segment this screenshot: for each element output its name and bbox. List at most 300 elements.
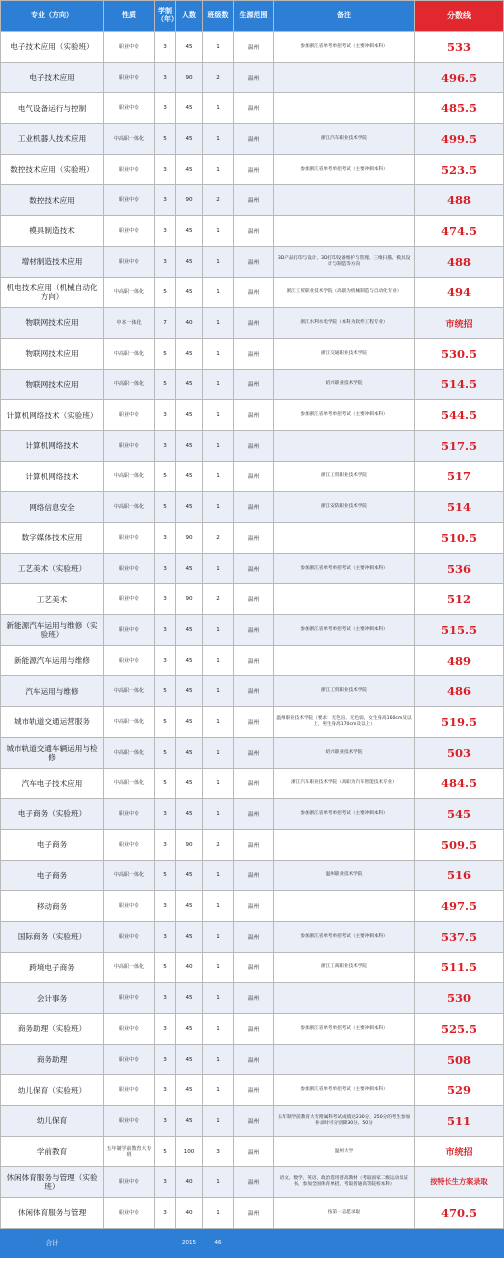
cell-nature: 职业中专	[104, 615, 155, 646]
cell-notes: 参加浙江省单考单招考试（主要冲刺本科）	[274, 1014, 415, 1045]
cell-region: 温州	[234, 1075, 274, 1106]
footer-total-count: 2015	[176, 1228, 203, 1257]
cell-major: 电子商务	[1, 860, 104, 891]
cell-classes: 2	[203, 185, 234, 216]
cell-notes	[274, 523, 415, 554]
cell-score: 523.5	[415, 154, 504, 185]
cell-nature: 职业中专	[104, 216, 155, 247]
cell-notes: 浙江水利水电学院（本科为软件工程专业）	[274, 308, 415, 339]
cell-region: 温州	[234, 369, 274, 400]
cell-score: 509.5	[415, 829, 504, 860]
cell-major: 电子商务	[1, 829, 104, 860]
cell-nature: 职业中专	[104, 553, 155, 584]
cell-nature: 中高职一体化	[104, 338, 155, 369]
cell-region: 温州	[234, 216, 274, 247]
table-row	[1, 1044, 504, 1075]
cell-classes: 2	[203, 523, 234, 554]
cell-years: 3	[155, 645, 176, 676]
cell-years: 3	[155, 216, 176, 247]
cell-count: 90	[176, 62, 203, 93]
footer-empty-cell	[234, 1228, 274, 1257]
cell-count: 40	[176, 952, 203, 983]
cell-classes: 1	[203, 737, 234, 768]
cell-region: 温州	[234, 492, 274, 523]
cell-nature: 中高职一体化	[104, 461, 155, 492]
cell-classes: 1	[203, 216, 234, 247]
cell-classes: 1	[203, 492, 234, 523]
cell-classes: 1	[203, 799, 234, 830]
cell-notes: 浙江交通职业技术学院	[274, 338, 415, 369]
cell-nature: 中高职一体化	[104, 768, 155, 799]
cell-years: 7	[155, 308, 176, 339]
cell-count: 45	[176, 400, 203, 431]
cell-major: 城市轨道交通车辆运用与检修	[1, 737, 104, 768]
cell-score: 489	[415, 645, 504, 676]
cell-major: 会计事务	[1, 983, 104, 1014]
cell-years: 3	[155, 246, 176, 277]
cell-classes: 1	[203, 645, 234, 676]
cell-notes: 浙江汽车职业技术学院	[274, 124, 415, 155]
cell-count: 45	[176, 983, 203, 1014]
cell-years: 5	[155, 768, 176, 799]
cell-region: 温州	[234, 645, 274, 676]
cell-notes: 浙江工贸职业技术学院	[274, 676, 415, 707]
table-row	[1, 645, 504, 676]
cell-years: 3	[155, 1106, 176, 1137]
header-notes: 备注	[274, 1, 415, 32]
cell-classes: 1	[203, 891, 234, 922]
table-row	[1, 553, 504, 584]
cell-region: 温州	[234, 400, 274, 431]
cell-nature: 职业中专	[104, 983, 155, 1014]
cell-classes: 1	[203, 1106, 234, 1137]
cell-years: 5	[155, 707, 176, 738]
cell-count: 45	[176, 707, 203, 738]
cell-major: 汽车电子技术应用	[1, 768, 104, 799]
cell-score: 503	[415, 737, 504, 768]
cell-nature: 中高职一体化	[104, 492, 155, 523]
cell-region: 温州	[234, 1044, 274, 1075]
cell-years: 3	[155, 921, 176, 952]
cell-count: 40	[176, 1198, 203, 1229]
cell-notes: 绍兴职业技术学院	[274, 737, 415, 768]
cell-region: 温州	[234, 124, 274, 155]
cell-years: 3	[155, 185, 176, 216]
cell-nature: 中高职一体化	[104, 707, 155, 738]
cell-region: 温州	[234, 1198, 274, 1229]
cell-years: 5	[155, 952, 176, 983]
cell-classes: 1	[203, 277, 234, 308]
cell-years: 5	[155, 1136, 176, 1167]
footer-label: 合计	[1, 1228, 104, 1257]
header-count: 人数	[176, 1, 203, 32]
cell-years: 5	[155, 277, 176, 308]
cell-score: 516	[415, 860, 504, 891]
cell-major: 物联网技术应用	[1, 369, 104, 400]
table-row	[1, 62, 504, 93]
cell-major: 物联网技术应用	[1, 338, 104, 369]
cell-region: 温州	[234, 799, 274, 830]
table-row	[1, 615, 504, 646]
cell-notes: 浙江安防职业技术学院	[274, 492, 415, 523]
cell-region: 温州	[234, 983, 274, 1014]
cell-major: 休闲体育服务与管理	[1, 1198, 104, 1229]
cell-count: 45	[176, 246, 203, 277]
cell-notes: 参加浙江省单考单招考试（主要冲刺本科）	[274, 32, 415, 63]
cell-nature: 职业中专	[104, 32, 155, 63]
cell-region: 温州	[234, 737, 274, 768]
cell-major: 电气设备运行与控制	[1, 93, 104, 124]
cell-classes: 3	[203, 1136, 234, 1167]
cell-classes: 1	[203, 308, 234, 339]
cell-region: 温州	[234, 952, 274, 983]
cell-years: 3	[155, 1075, 176, 1106]
cell-years: 3	[155, 983, 176, 1014]
cell-count: 90	[176, 185, 203, 216]
cell-years: 3	[155, 829, 176, 860]
cell-notes: 3D产品打印与设计、3D打印设备维护与管理、三维扫描、模具设计与制造等方向	[274, 246, 415, 277]
cell-score: 496.5	[415, 62, 504, 93]
cell-years: 3	[155, 1044, 176, 1075]
cell-major: 移动商务	[1, 891, 104, 922]
cell-years: 3	[155, 400, 176, 431]
cell-notes: 五年制学前教育大专附属科考试成绩达230分，250分的考生参加补录时可分别降30分、50分	[274, 1106, 415, 1137]
cell-notes: 语文、数学、英语、政治选用普高教材（考取国家二级运动员证书，参加全国体育单招，考取普通高等院校本科）	[274, 1167, 415, 1198]
cell-score: 494	[415, 277, 504, 308]
cell-score: 529	[415, 1075, 504, 1106]
footer-empty-cell	[274, 1228, 415, 1257]
cell-notes: 温州职业技术学院（要求：无色盲、无色弱，女生身高160cm及以上，男生身高170cm及以上）	[274, 707, 415, 738]
cell-region: 温州	[234, 615, 274, 646]
cell-notes	[274, 584, 415, 615]
cell-score: 484.5	[415, 768, 504, 799]
cell-region: 温州	[234, 308, 274, 339]
table-row	[1, 707, 504, 738]
cell-classes: 1	[203, 615, 234, 646]
cell-major: 数控技术应用	[1, 185, 104, 216]
cell-nature: 中高职一体化	[104, 737, 155, 768]
cell-major: 计算机网络技术	[1, 461, 104, 492]
cell-score: 474.5	[415, 216, 504, 247]
cell-score: 488	[415, 185, 504, 216]
cell-major: 增材制造技术应用	[1, 246, 104, 277]
cell-classes: 1	[203, 369, 234, 400]
cell-classes: 2	[203, 584, 234, 615]
cell-major: 工艺美术	[1, 584, 104, 615]
cell-notes: 浙江汽车职业技术学院（高职为汽车智能技术专业）	[274, 768, 415, 799]
cell-major: 数字媒体技术应用	[1, 523, 104, 554]
cell-region: 温州	[234, 553, 274, 584]
cell-count: 90	[176, 829, 203, 860]
cell-nature: 职业中专	[104, 430, 155, 461]
cell-count: 45	[176, 93, 203, 124]
table-row	[1, 829, 504, 860]
cell-major: 商务助理	[1, 1044, 104, 1075]
table-row	[1, 32, 504, 63]
table-footer	[1, 1228, 504, 1257]
cell-notes: 浙江工商职业技术学院	[274, 952, 415, 983]
cell-major: 计算机网络技术	[1, 430, 104, 461]
cell-major: 城市轨道交通运营服务	[1, 707, 104, 738]
cell-region: 温州	[234, 891, 274, 922]
cell-nature: 中高职一体化	[104, 369, 155, 400]
cell-score: 530	[415, 983, 504, 1014]
cell-classes: 1	[203, 676, 234, 707]
cell-years: 5	[155, 338, 176, 369]
cell-count: 45	[176, 154, 203, 185]
cell-score: 497.5	[415, 891, 504, 922]
cell-years: 3	[155, 62, 176, 93]
cell-region: 温州	[234, 860, 274, 891]
cell-classes: 2	[203, 62, 234, 93]
table-row	[1, 338, 504, 369]
cell-score: 525.5	[415, 1014, 504, 1045]
cell-score: 536	[415, 553, 504, 584]
cell-score: 517	[415, 461, 504, 492]
table-row	[1, 430, 504, 461]
cell-major: 幼儿保育（实验班）	[1, 1075, 104, 1106]
cell-count: 45	[176, 338, 203, 369]
cell-region: 温州	[234, 1136, 274, 1167]
cell-major: 网络信息安全	[1, 492, 104, 523]
cell-nature: 中高职一体化	[104, 676, 155, 707]
cell-score: 519.5	[415, 707, 504, 738]
cell-classes: 1	[203, 400, 234, 431]
cell-major: 新能源汽车运用与维修	[1, 645, 104, 676]
cell-nature: 中高职一体化	[104, 124, 155, 155]
cell-notes: 参加浙江省单考单招考试（主要冲刺本科）	[274, 553, 415, 584]
cell-major: 计算机网络技术（实验班）	[1, 400, 104, 431]
cell-years: 3	[155, 1014, 176, 1045]
cell-years: 3	[155, 584, 176, 615]
cell-nature: 中本一体化	[104, 308, 155, 339]
cell-score: 537.5	[415, 921, 504, 952]
cell-notes	[274, 983, 415, 1014]
cell-years: 5	[155, 369, 176, 400]
table-row	[1, 492, 504, 523]
cell-count: 45	[176, 1106, 203, 1137]
cell-nature: 职业中专	[104, 93, 155, 124]
cell-count: 90	[176, 523, 203, 554]
cell-notes: 按第一志愿录取	[274, 1198, 415, 1229]
cell-nature: 职业中专	[104, 799, 155, 830]
cell-score: 499.5	[415, 124, 504, 155]
cell-classes: 1	[203, 921, 234, 952]
cell-notes	[274, 430, 415, 461]
cell-count: 45	[176, 799, 203, 830]
cell-years: 5	[155, 737, 176, 768]
cell-region: 温州	[234, 430, 274, 461]
cell-score: 515.5	[415, 615, 504, 646]
table-row	[1, 185, 504, 216]
cell-count: 100	[176, 1136, 203, 1167]
table-row	[1, 216, 504, 247]
cell-region: 温州	[234, 523, 274, 554]
table-row	[1, 584, 504, 615]
cell-region: 温州	[234, 1014, 274, 1045]
cell-major: 跨境电子商务	[1, 952, 104, 983]
cell-nature: 职业中专	[104, 523, 155, 554]
cell-count: 45	[176, 676, 203, 707]
cell-score: 533	[415, 32, 504, 63]
cell-notes	[274, 645, 415, 676]
footer-empty-cell	[415, 1228, 504, 1257]
cell-notes: 参加浙江省单考单招考试（主要冲刺本科）	[274, 799, 415, 830]
table-row	[1, 952, 504, 983]
table-row	[1, 277, 504, 308]
cell-region: 温州	[234, 707, 274, 738]
cell-region: 温州	[234, 1167, 274, 1198]
cell-major: 工业机器人技术应用	[1, 124, 104, 155]
table-row	[1, 737, 504, 768]
cell-major: 休闲体育服务与管理（实验班）	[1, 1167, 104, 1198]
cell-region: 温州	[234, 277, 274, 308]
cell-score: 512	[415, 584, 504, 615]
cell-classes: 1	[203, 768, 234, 799]
cell-nature: 职业中专	[104, 246, 155, 277]
table-row	[1, 308, 504, 339]
cell-count: 45	[176, 32, 203, 63]
cell-years: 5	[155, 492, 176, 523]
cell-score: 517.5	[415, 430, 504, 461]
cell-score: 市统招	[415, 1136, 504, 1167]
cell-region: 温州	[234, 768, 274, 799]
cell-region: 温州	[234, 154, 274, 185]
cell-count: 45	[176, 645, 203, 676]
cell-years: 3	[155, 93, 176, 124]
header-nature: 性质	[104, 1, 155, 32]
cell-nature: 职业中专	[104, 921, 155, 952]
cell-classes: 1	[203, 952, 234, 983]
table-row	[1, 1136, 504, 1167]
cell-years: 5	[155, 461, 176, 492]
header-classes: 班级数	[203, 1, 234, 32]
cell-classes: 1	[203, 124, 234, 155]
cell-classes: 1	[203, 338, 234, 369]
cell-nature: 职业中专	[104, 62, 155, 93]
table-row	[1, 400, 504, 431]
cell-classes: 1	[203, 32, 234, 63]
cell-nature: 职业中专	[104, 1075, 155, 1106]
cell-classes: 1	[203, 983, 234, 1014]
cell-score: 544.5	[415, 400, 504, 431]
cell-nature: 职业中专	[104, 584, 155, 615]
cell-classes: 1	[203, 154, 234, 185]
cell-classes: 1	[203, 93, 234, 124]
cell-classes: 1	[203, 553, 234, 584]
table-row	[1, 1106, 504, 1137]
cell-notes: 浙江工贸职业技术学院（高职为机械制造与自动化专业）	[274, 277, 415, 308]
table-row	[1, 1198, 504, 1229]
cell-years: 3	[155, 430, 176, 461]
header-region: 生源范围	[234, 1, 274, 32]
cell-score: 511.5	[415, 952, 504, 983]
cell-years: 3	[155, 799, 176, 830]
cell-score: 470.5	[415, 1198, 504, 1229]
cell-notes	[274, 1044, 415, 1075]
cell-region: 温州	[234, 246, 274, 277]
cell-nature: 职业中专	[104, 154, 155, 185]
cell-region: 温州	[234, 829, 274, 860]
cell-nature: 职业中专	[104, 185, 155, 216]
cell-nature: 中高职一体化	[104, 277, 155, 308]
cell-count: 45	[176, 369, 203, 400]
cell-region: 温州	[234, 1106, 274, 1137]
cell-nature: 职业中专	[104, 1014, 155, 1045]
footer-empty-cell	[155, 1228, 176, 1257]
cell-region: 温州	[234, 584, 274, 615]
cell-major: 电子商务（实验班）	[1, 799, 104, 830]
header-years: 学制（年）	[155, 1, 176, 32]
cell-notes	[274, 185, 415, 216]
cell-major: 国际商务（实验班）	[1, 921, 104, 952]
cell-notes: 温州大学	[274, 1136, 415, 1167]
cell-major: 物联网技术应用	[1, 308, 104, 339]
cell-notes	[274, 829, 415, 860]
cell-classes: 1	[203, 461, 234, 492]
cell-score: 按特长生方案录取	[415, 1167, 504, 1198]
cell-notes	[274, 891, 415, 922]
footer-total-classes: 46	[203, 1228, 234, 1257]
table-row	[1, 860, 504, 891]
cell-nature: 职业中专	[104, 829, 155, 860]
cell-major: 汽车运用与维修	[1, 676, 104, 707]
cell-score: 508	[415, 1044, 504, 1075]
cell-region: 温州	[234, 338, 274, 369]
cell-region: 温州	[234, 93, 274, 124]
cell-nature: 中高职一体化	[104, 860, 155, 891]
table-row	[1, 523, 504, 554]
cell-count: 45	[176, 1014, 203, 1045]
cell-years: 3	[155, 32, 176, 63]
cell-score: 488	[415, 246, 504, 277]
table-row	[1, 461, 504, 492]
cell-count: 90	[176, 584, 203, 615]
cell-region: 温州	[234, 676, 274, 707]
cell-years: 5	[155, 124, 176, 155]
cell-major: 新能源汽车运用与维修（实验班）	[1, 615, 104, 646]
footer-empty-cell	[104, 1228, 155, 1257]
table-row	[1, 1075, 504, 1106]
cell-years: 5	[155, 676, 176, 707]
cell-notes: 绍兴职业技术学院	[274, 369, 415, 400]
cell-major: 机电技术应用（机械自动化方向）	[1, 277, 104, 308]
cell-region: 温州	[234, 185, 274, 216]
cell-classes: 1	[203, 1198, 234, 1229]
cell-score: 市统招	[415, 308, 504, 339]
cell-count: 40	[176, 1167, 203, 1198]
cell-score: 514.5	[415, 369, 504, 400]
cell-years: 3	[155, 553, 176, 584]
cell-region: 温州	[234, 461, 274, 492]
header-score: 分数线	[415, 1, 504, 32]
cell-count: 45	[176, 492, 203, 523]
cell-years: 3	[155, 891, 176, 922]
cell-nature: 五年制学前教育大专班	[104, 1136, 155, 1167]
cell-major: 模具制造技术	[1, 216, 104, 247]
cell-notes: 浙江工贸职业技术学院	[274, 461, 415, 492]
cell-classes: 1	[203, 1167, 234, 1198]
cell-notes	[274, 93, 415, 124]
cell-score: 530.5	[415, 338, 504, 369]
cell-major: 电子技术应用（实验班）	[1, 32, 104, 63]
cell-score: 514	[415, 492, 504, 523]
cell-count: 45	[176, 553, 203, 584]
table-row	[1, 891, 504, 922]
cell-nature: 职业中专	[104, 645, 155, 676]
cell-nature: 职业中专	[104, 891, 155, 922]
cell-notes	[274, 62, 415, 93]
